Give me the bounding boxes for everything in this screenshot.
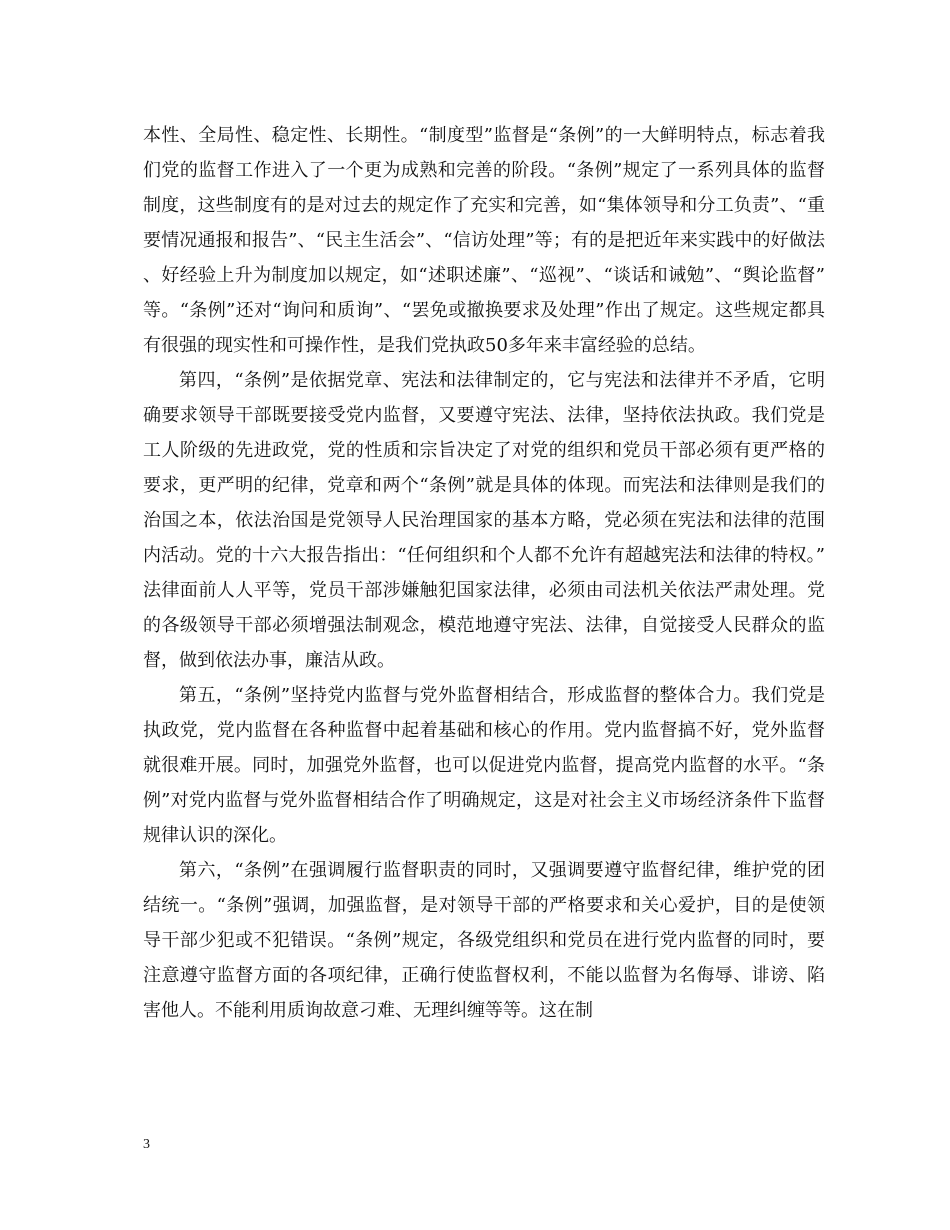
page-number: 3 [143, 1137, 150, 1152]
paragraph-3: 第五，“条例”坚持党内监督与党外监督相结合，形成监督的整体合力。我们党是执政党，党内监督在各种监督中起着基础和核心的作用。党内监督搞不好，党外监督就很难开展。同时，加强党外监督，也可以促进党内监督，提高党内监督的水平。“条例”对党内监督与党外监督相结合作了明确规定，这是对社会主义市场经济条件下监督规律认识的深化。 [143, 685, 825, 846]
paragraph-4: 第六，“条例”在强调履行监督职责的同时，又强调要遵守监督纪律，维护党的团结统一。“条例”强调，加强监督，是对领导干部的严格要求和关心爱护，目的是使领导干部少犯或不犯错误。“条例”规定，各级党组织和党员在进行党内监督的同时，要注意遵守监督方面的各项纪律，正确行使监督权利，不能以监督为名侮辱、诽谤、陷害他人。不能利用质询故意刁难、无理纠缠等等。这在制 [143, 860, 825, 1021]
paragraph-2: 第四，“条例”是依据党章、宪法和法律制定的，它与宪法和法律并不矛盾，它明确要求领导干部既要接受党内监督，又要遵守宪法、法律，坚持依法执政。我们党是工人阶级的先进政党，党的性质和宗旨决定了对党的组织和党员干部必须有更严格的要求，更严明的纪律，党章和两个“条例”就是具体的体现。而宪法和法律则是我们的治国之本，依法治国是党领导人民治理国家的基本方略，党必须在宪法和法律的范围内活动。党的十六大报告指出：“任何组织和个人都不允许有超越宪法和法律的特权。”法律面前人人平等，党员干部涉嫌触犯国家法律，必须由司法机关依法严肃处理。党的各级领导干部必须增强法制观念，模范地遵守宪法、法律，自觉接受人民群众的监督，做到依法办事，廉洁从政。 [143, 370, 825, 671]
paragraph-1: 本性、全局性、稳定性、长期性。“制度型”监督是“条例”的一大鲜明特点，标志着我们党的监督工作进入了一个更为成熟和完善的阶段。“条例”规定了一系列具体的监督制度，这些制度有的是对过去的规定作了充实和完善，如“集体领导和分工负责”、“重要情况通报和报告”、“民主生活会”、“信访处理”等；有的是把近年来实践中的好做法、好经验上升为制度加以规定，如“述职述廉”、“巡视”、“谈话和诫勉”、“舆论监督”等。“条例”还对“询问和质询”、“罢免或撤换要求及处理”作出了规定。这些规定都具有很强的现实性和可操作性，是我们党执政50多年来丰富经验的总结。 [143, 125, 825, 356]
body-text [143, 118, 825, 1028]
